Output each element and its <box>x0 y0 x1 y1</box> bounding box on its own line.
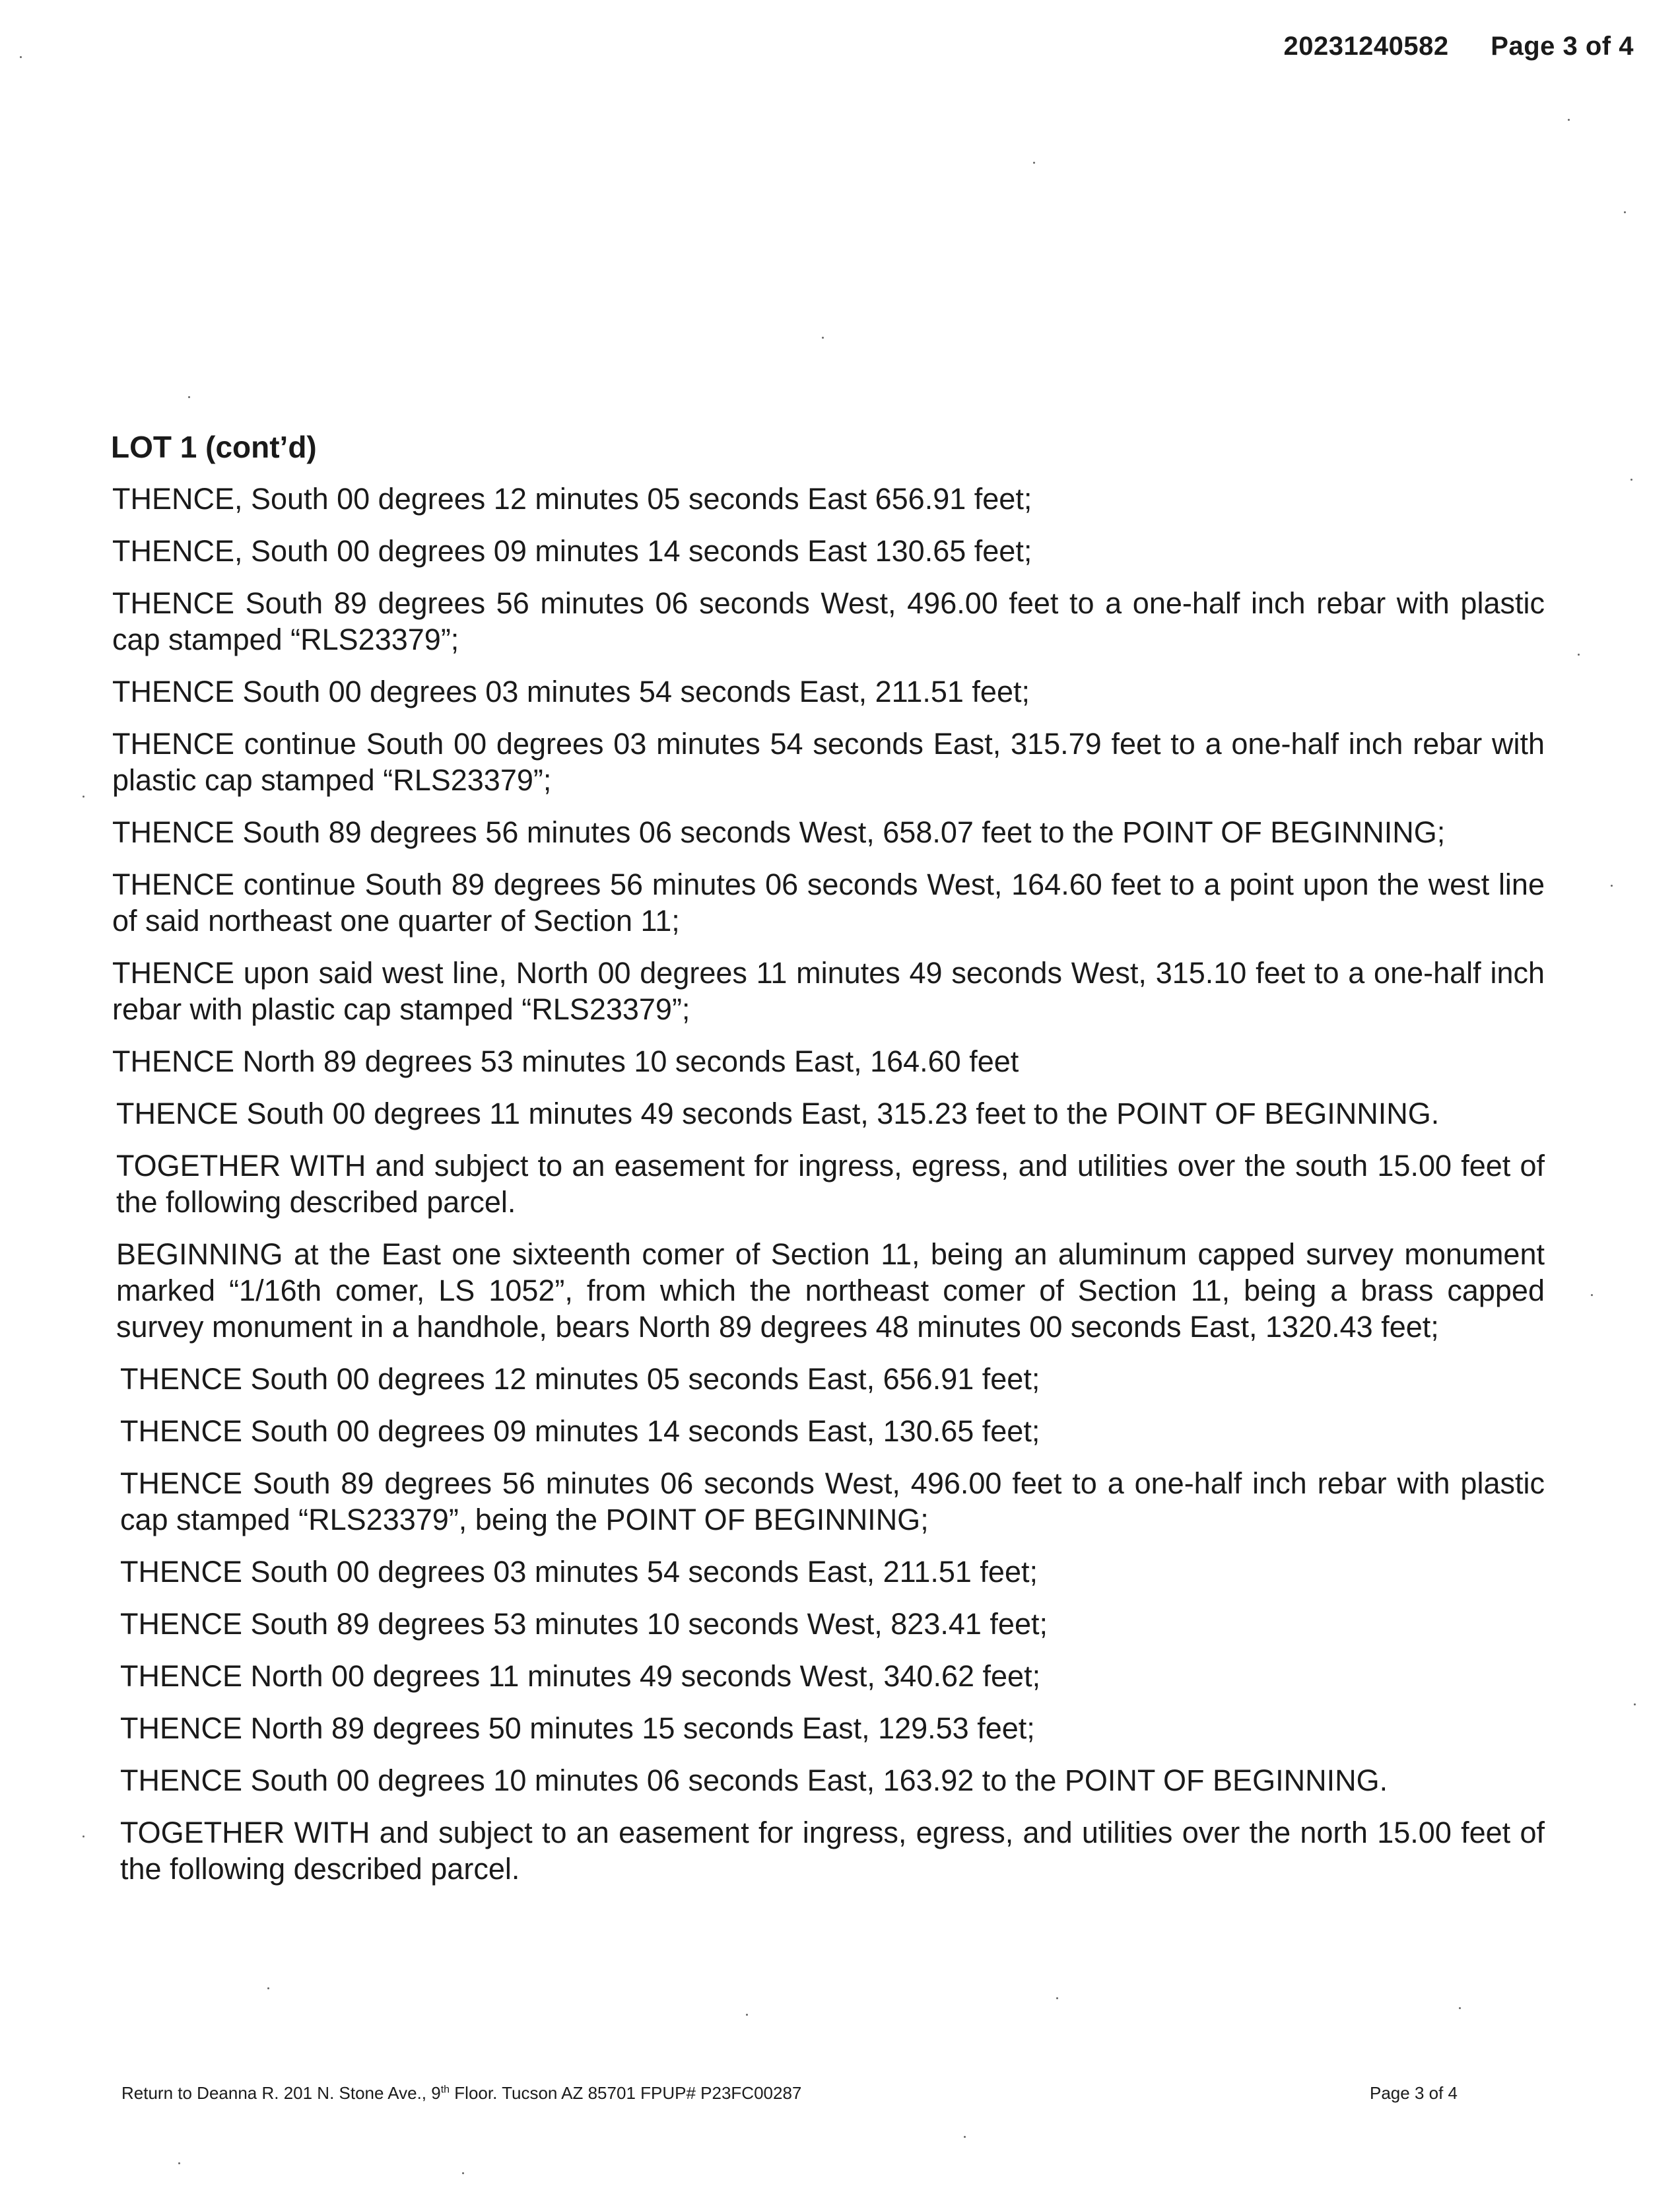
scan-speck <box>1578 654 1580 656</box>
paragraph: THENCE continue South 00 degrees 03 minutes 54 seconds East, 315.79 feet to a one-half inch rebar with plastic cap stamped “RLS23379”; <box>112 727 1545 797</box>
paragraph: THENCE South 89 degrees 53 minutes 10 seconds West, 823.41 feet; <box>120 1607 1048 1641</box>
footer-page-label: Page 3 of 4 <box>1370 2083 1458 2103</box>
paragraph: THENCE South 00 degrees 12 minutes 05 seconds East, 656.91 feet; <box>120 1362 1040 1396</box>
scan-speck <box>267 1987 269 1989</box>
paragraph: THENCE South 00 degrees 09 minutes 14 seconds East, 130.65 feet; <box>120 1414 1040 1448</box>
paragraph: THENCE South 00 degrees 03 minutes 54 seconds East, 211.51 feet; <box>112 675 1030 708</box>
scan-speck <box>188 396 190 398</box>
scan-speck <box>1056 1997 1058 1999</box>
scan-speck <box>746 2014 748 2016</box>
scan-speck <box>1634 1703 1636 1705</box>
paragraph: THENCE, South 00 degrees 09 minutes 14 seconds East 130.65 feet; <box>112 534 1032 568</box>
paragraph: THENCE continue South 89 degrees 56 minutes 06 seconds West, 164.60 feet to a point upon the west line of said northeast one quarter of Section 11; <box>112 868 1545 938</box>
scan-speck <box>1033 162 1035 164</box>
scan-speck <box>1591 1294 1593 1296</box>
legal-description-body <box>112 481 1545 1903</box>
header-page-label: Page 3 of 4 <box>1491 32 1634 61</box>
paragraph: THENCE South 00 degrees 03 minutes 54 seconds East, 211.51 feet; <box>120 1555 1038 1589</box>
footer-return-superscript: th <box>440 2084 450 2096</box>
paragraph: TOGETHER WITH and subject to an easement for ingress, egress, and utilities over the south 15.00 feet of the following described parcel. <box>116 1149 1545 1219</box>
footer-return-address <box>121 2083 801 2104</box>
scan-speck <box>822 337 824 339</box>
paragraph: THENCE North 89 degrees 53 minutes 10 seconds East, 164.60 feet <box>112 1045 1019 1078</box>
scan-speck <box>1611 885 1613 887</box>
scan-speck <box>1568 119 1570 121</box>
scan-speck <box>1624 211 1626 213</box>
paragraph: THENCE South 00 degrees 10 minutes 06 seconds East, 163.92 to the POINT OF BEGINNING. <box>120 1764 1388 1797</box>
paragraph: TOGETHER WITH and subject to an easement for ingress, egress, and utilities over the north 15.00 feet of the following described parcel. <box>120 1816 1545 1886</box>
paragraph: THENCE North 00 degrees 11 minutes 49 seconds West, 340.62 feet; <box>120 1659 1041 1693</box>
document-number: 20231240582 <box>1283 32 1449 61</box>
scan-speck <box>83 796 84 798</box>
paragraph: THENCE, South 00 degrees 12 minutes 05 seconds East 656.91 feet; <box>112 482 1032 516</box>
paragraph: THENCE South 89 degrees 56 minutes 06 seconds West, 496.00 feet to a one-half inch rebar with plastic cap stamped “RLS23379”; <box>112 586 1545 656</box>
paragraph: THENCE North 89 degrees 50 minutes 15 seconds East, 129.53 feet; <box>120 1711 1035 1745</box>
footer-return-suffix: Floor. Tucson AZ 85701 FPUP# P23FC00287 <box>450 2083 802 2103</box>
scan-speck <box>462 2172 464 2174</box>
footer-return-prefix: Return to Deanna R. 201 N. Stone Ave., 9 <box>121 2083 441 2103</box>
paragraph: THENCE South 89 degrees 56 minutes 06 seconds West, 496.00 feet to a one-half inch rebar with plastic cap stamped “RLS23379”, being the POINT OF BEGINNING; <box>120 1466 1545 1536</box>
paragraph: BEGINNING at the East one sixteenth comer of Section 11, being an aluminum capped survey monument marked “1/16th comer, LS 1052”, from which the northeast comer of Section 11, being a brass capped survey monument in a handhole, bears North 89 degrees 48 minutes 00 seconds East, 1320.43 feet; <box>116 1237 1545 1344</box>
paragraph: THENCE South 00 degrees 11 minutes 49 seconds East, 315.23 feet to the POINT OF BEGINNING. <box>116 1097 1440 1130</box>
scan-speck <box>83 1835 84 1837</box>
page-header <box>1283 32 1634 61</box>
scan-speck <box>964 2136 966 2138</box>
scan-speck <box>1630 479 1632 481</box>
paragraph: THENCE upon said west line, North 00 degrees 11 minutes 49 seconds West, 315.10 feet to a one-half inch rebar with plastic cap stamped “RLS23379”; <box>112 956 1545 1026</box>
section-title: LOT 1 (cont’d) <box>111 430 317 464</box>
scan-speck <box>178 2162 180 2164</box>
scan-speck <box>20 56 22 58</box>
paragraph: THENCE South 89 degrees 56 minutes 06 seconds West, 658.07 feet to the POINT OF BEGINNING; <box>112 815 1446 849</box>
scan-speck <box>1459 2007 1461 2009</box>
